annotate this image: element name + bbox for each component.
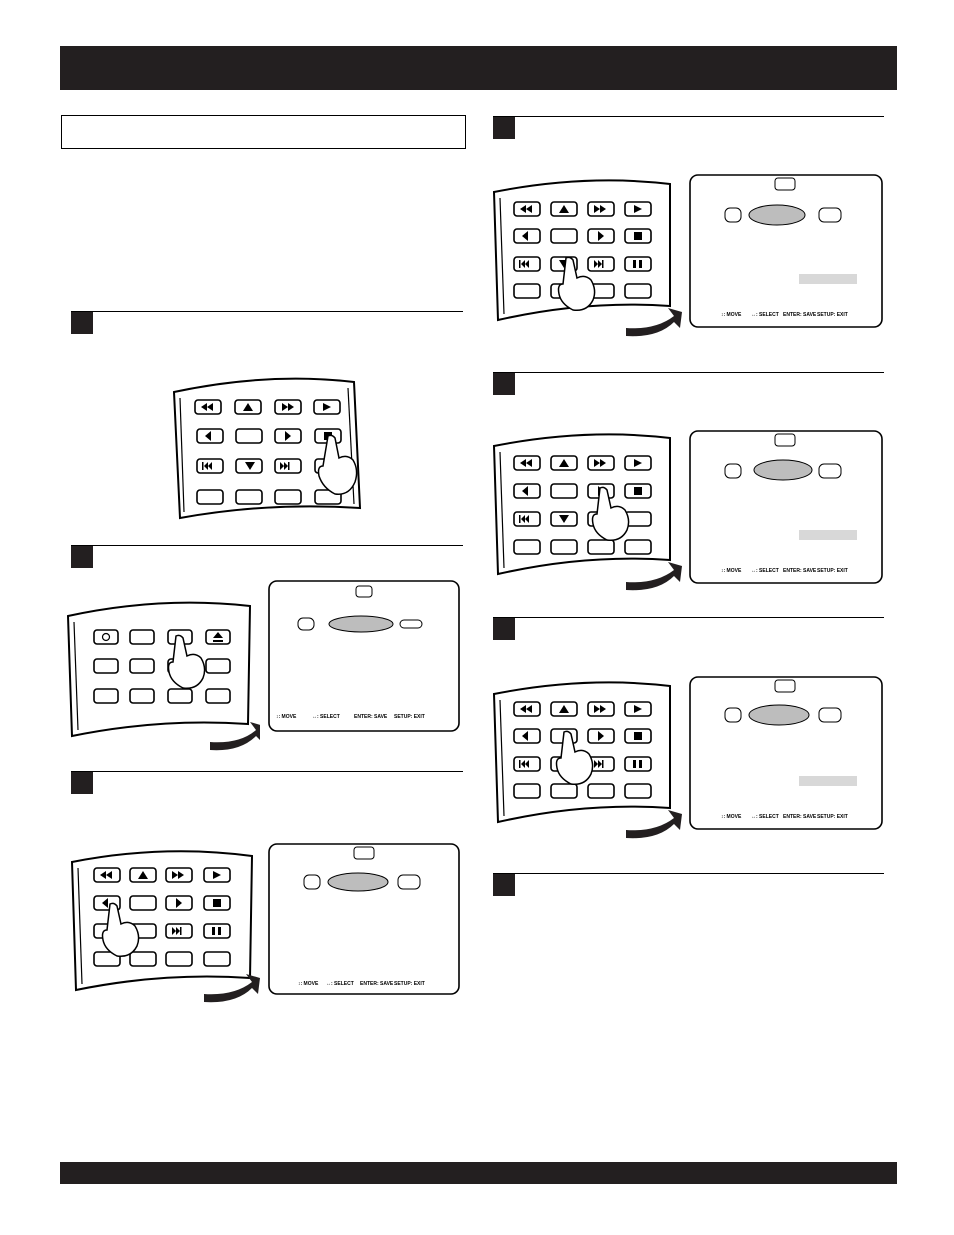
- svg-text:↕: MOVE: ↕: MOVE: [276, 714, 297, 720]
- curved-arrow-icon: [626, 562, 682, 590]
- svg-text:↔: SELECT: ↔: SELECT: [751, 568, 779, 574]
- step-1-rule: [71, 311, 463, 312]
- section-title-box: [61, 115, 466, 149]
- svg-text:SETUP: EXIT: SETUP: EXIT: [817, 814, 848, 820]
- svg-text:ENTER: SAVE: ENTER: SAVE: [360, 981, 394, 987]
- step-4-remote-illustration: [486, 178, 686, 340]
- footer-bar: [60, 1162, 897, 1184]
- svg-text:↔: SELECT: ↔: SELECT: [751, 312, 779, 318]
- step-7-number-box: [493, 874, 515, 896]
- step-2-osd-screen: [268, 580, 460, 732]
- svg-text:ENTER: SAVE: ENTER: SAVE: [783, 568, 817, 574]
- svg-text:↕: MOVE: ↕: MOVE: [298, 981, 319, 987]
- curved-arrow-icon: [210, 722, 260, 750]
- svg-text:ENTER: SAVE: ENTER: SAVE: [354, 714, 388, 720]
- step-6-remote-illustration: [486, 680, 686, 842]
- step-2-number-box: [71, 546, 93, 568]
- step-5-remote-illustration: [486, 432, 686, 594]
- step-2-rule: [71, 545, 463, 546]
- step-3-number-box: [71, 772, 93, 794]
- step-5-osd-screen: [689, 430, 883, 584]
- step-1-number-box: [71, 312, 93, 334]
- step-4-rule: [493, 116, 884, 117]
- step-6-osd-screen: [689, 676, 883, 830]
- svg-text:↔: SELECT: ↔: SELECT: [326, 981, 354, 987]
- step-3-osd-screen: [268, 843, 460, 995]
- curved-arrow-icon: [204, 974, 260, 1002]
- step-1-remote-illustration: [168, 376, 398, 526]
- step-3-remote-illustration: [64, 848, 264, 1008]
- step-3-rule: [71, 771, 463, 772]
- step-4-number-box: [493, 117, 515, 139]
- step-6-rule: [493, 617, 884, 618]
- header-bar: [60, 46, 897, 90]
- svg-text:ENTER: SAVE: ENTER: SAVE: [783, 814, 817, 820]
- step-4-osd-screen: [689, 174, 883, 328]
- svg-text:SETUP: EXIT: SETUP: EXIT: [394, 981, 425, 987]
- svg-text:SETUP: EXIT: SETUP: EXIT: [817, 568, 848, 574]
- step-5-rule: [493, 372, 884, 373]
- step-7-rule: [493, 873, 884, 874]
- step-2-remote-illustration: [60, 592, 260, 752]
- svg-text:SETUP: EXIT: SETUP: EXIT: [817, 312, 848, 318]
- svg-text:↕: MOVE: ↕: MOVE: [721, 312, 742, 318]
- svg-text:↔: SELECT: ↔: SELECT: [751, 814, 779, 820]
- curved-arrow-icon: [626, 810, 682, 838]
- svg-text:↔: SELECT: ↔: SELECT: [312, 714, 340, 720]
- step-5-number-box: [493, 373, 515, 395]
- svg-text:ENTER: SAVE: ENTER: SAVE: [783, 312, 817, 318]
- step-6-number-box: [493, 618, 515, 640]
- curved-arrow-icon: [626, 308, 682, 336]
- svg-text:SETUP: EXIT: SETUP: EXIT: [394, 714, 425, 720]
- svg-text:↕: MOVE: ↕: MOVE: [721, 814, 742, 820]
- svg-text:↕: MOVE: ↕: MOVE: [721, 568, 742, 574]
